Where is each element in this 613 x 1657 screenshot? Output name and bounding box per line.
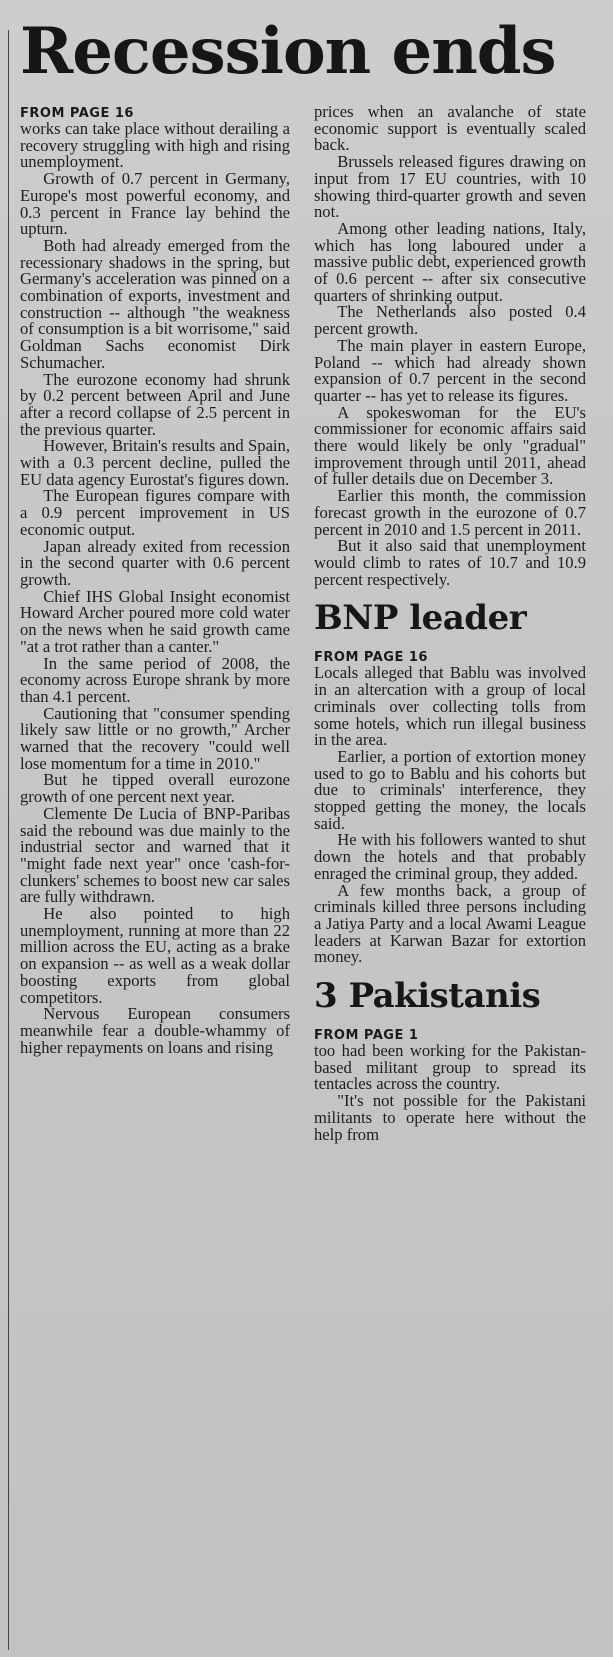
paragraph: Brussels released figures drawing on input from 17 EU countries, with 10 showing third-quarter growth and seven not.: [314, 152, 586, 222]
paragraph: Growth of 0.7 percent in Germany, Europe's most powerful economy, and 0.3 percent in France lay behind the upturn.: [20, 169, 290, 239]
article-body-bnp-leader: [314, 665, 586, 966]
paragraph: too had been working for the Pakistan-based militant group to spread its tentacles across the country.: [314, 1041, 586, 1094]
article-body-recession-left: [20, 121, 290, 1056]
article-headline-bnp-leader: BNP leader: [314, 598, 527, 639]
article-body-3-pakistanis: [314, 1043, 586, 1143]
paragraph: A spokeswoman for the EU's commissioner for economic affairs said there would likely be only "gradual" improvement through until 2011, ahead of fuller details due on December 3.: [314, 402, 586, 489]
paragraph: prices when an avalanche of state economic support is eventually scaled back.: [314, 104, 586, 155]
paragraph: But he tipped overall eurozone growth of one percent next year.: [20, 770, 290, 807]
paragraph: Cautioning that "consumer spending likely saw little or no growth," Archer warned that the recovery "could well lose momentum for a time in 2010.": [20, 703, 290, 773]
article-column-left: [20, 104, 290, 1657]
paragraph: He with his followers wanted to shut down the hotels and that probably enraged the criminal group, they added.: [314, 830, 586, 883]
article-kicker-bnp-leader: FROM PAGE 16: [314, 650, 428, 666]
article-body-recession-right: [314, 104, 586, 588]
article-headline-3-pakistanis: 3 Pakistanis: [314, 976, 541, 1017]
paragraph: The Netherlands also posted 0.4 percent growth.: [314, 302, 586, 339]
paragraph: The European figures compare with a 0.9 percent improvement in US economic output.: [20, 486, 290, 539]
paragraph: Japan already exited from recession in the second quarter with 0.6 percent growth.: [20, 536, 290, 589]
paragraph: Earlier this month, the commission forecast growth in the eurozone of 0.7 percent in 2010 and 1.5 percent in 2011.: [314, 486, 586, 539]
paragraph: "It's not possible for the Pakistani militants to operate here without the help from: [314, 1091, 586, 1144]
paragraph: A few months back, a group of criminals killed three persons including a Jatiya Party and a local Awami League leaders at Karwan Bazar for extortion money.: [314, 880, 586, 967]
paragraph: works can take place without derailing a recovery struggling with high and rising unemployment.: [20, 119, 290, 172]
paragraph: However, Britain's results and Spain, with a 0.3 percent decline, pulled the EU data agency Eurostat's figures down.: [20, 436, 290, 489]
paragraph: Locals alleged that Bablu was involved in an altercation with a group of local criminals over collecting tolls from some hotels, which run illegal business in the area.: [314, 663, 586, 750]
paragraph: Earlier, a portion of extortion money used to go to Bablu and his cohorts but due to criminals' interference, they stopped getting the money, the locals said.: [314, 746, 586, 833]
paragraph: In the same period of 2008, the economy across Europe shrank by more than 4.1 percent.: [20, 653, 290, 706]
paragraph: But it also said that unemployment would climb to rates of 10.7 and 10.9 percent respectively.: [314, 536, 586, 589]
article-kicker-recession: FROM PAGE 16: [20, 106, 134, 121]
article-column-right: [314, 104, 586, 1657]
paragraph: The eurozone economy had shrunk by 0.2 percent between April and June after a record collapse of 2.5 percent in the previous quarter.: [20, 369, 290, 439]
paragraph: Nervous European consumers meanwhile fear a double-whammy of higher repayments on loans and rising: [20, 1004, 290, 1057]
paragraph: Both had already emerged from the recessionary shadows in the spring, but Germany's acceleration was pinned on a combination of exports, investment and construction -- although "the weakness of consumption is a bit worrisome," said Goldman Sachs economist Dirk Schumacher.: [20, 235, 290, 372]
paragraph: Chief IHS Global Insight economist Howard Archer poured more cold water on the news when he said growth came "at a trot rather than a canter.": [20, 586, 290, 656]
article-headline-recession: Recession ends: [20, 14, 556, 89]
paragraph: The main player in eastern Europe, Poland -- which had already shown expansion of 0.7 percent in the second quarter -- has yet to release its figures.: [314, 335, 586, 405]
paragraph: He also pointed to high unemployment, running at more than 22 million across the EU, acting as a brake on expansion -- as well as a weak dollar boosting exports from global competitors.: [20, 904, 290, 1007]
paragraph: Among other leading nations, Italy, which has long laboured under a massive public debt, experienced growth of 0.6 percent -- after six consecutive quarters of shrinking output.: [314, 218, 586, 305]
paragraph: Clemente De Lucia of BNP-Paribas said the rebound was due mainly to the industrial sector and warned that it "might fade next year" once 'cash-for-clunkers' schemes to boost new car sales are fully withdrawn.: [20, 803, 290, 907]
column-rule: [8, 30, 9, 1650]
article-kicker-3-pakistanis: FROM PAGE 1: [314, 1028, 419, 1044]
